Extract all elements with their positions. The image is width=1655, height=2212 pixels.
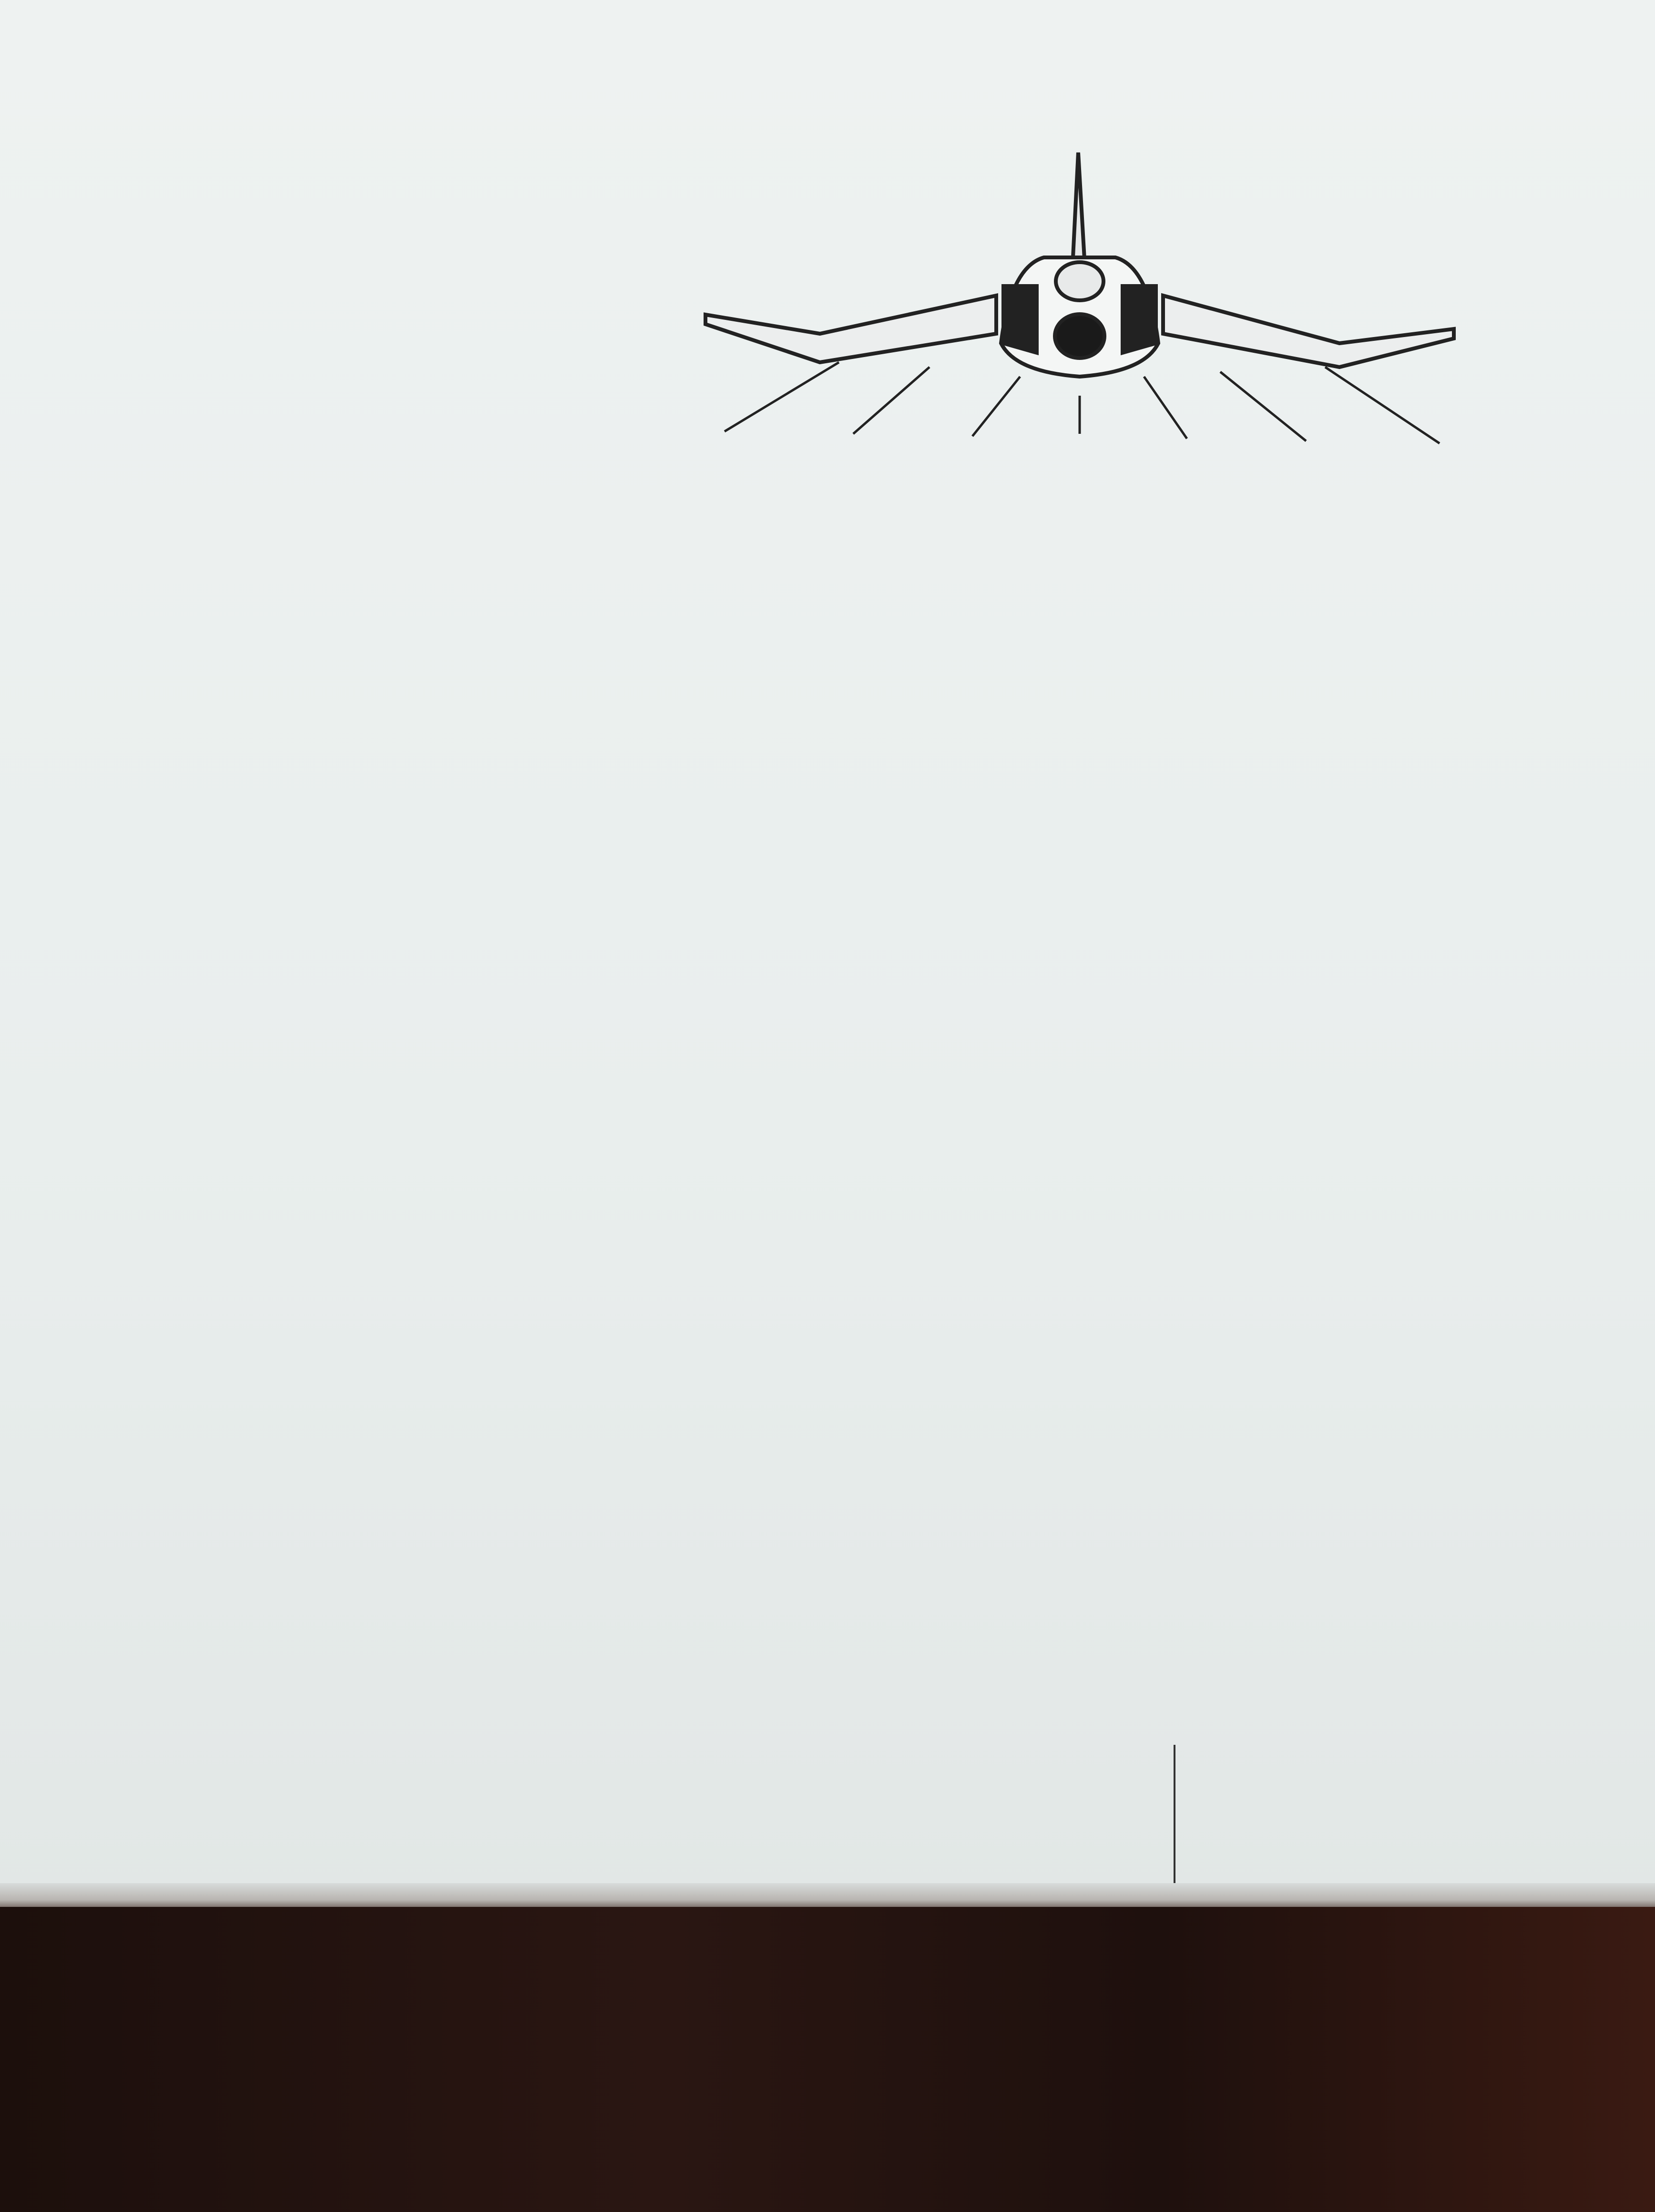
aircraft-front-view-icon <box>705 153 1454 443</box>
page-divider-line <box>1174 1745 1175 1883</box>
